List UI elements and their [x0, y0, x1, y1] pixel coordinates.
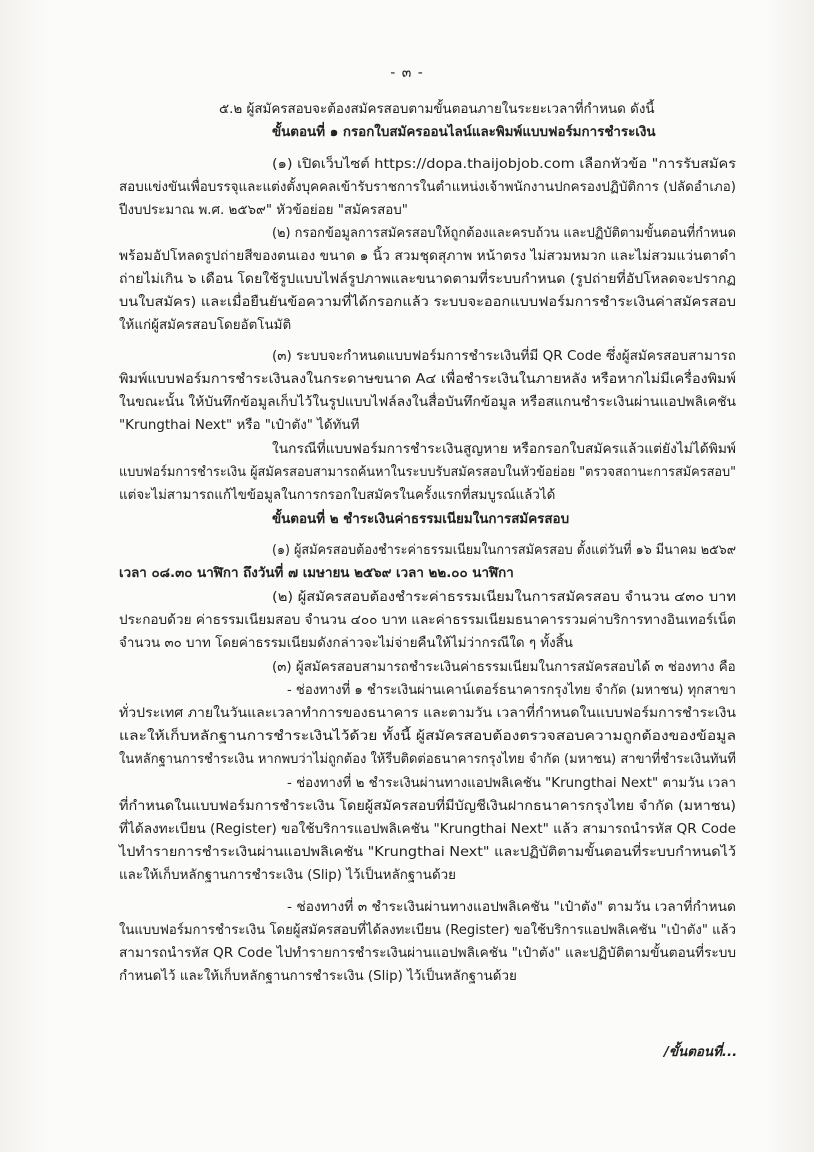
body-line: - ช่องทางที่ ๑ ชำระเงินผ่านเคาน์เตอร์ธนาคารกรุงไทย จำกัด (มหาชน) ทุกสาขา: [287, 683, 736, 698]
body-line: ในขณะนั้น ให้บันทึกข้อมูลเก็บไว้ในรูปแบบไฟล์ลงในสื่อบันทึกข้อมูล หรือสแกนชำระเงินผ่านแอปพลิเคชัน: [119, 395, 736, 410]
body-line: ถ่ายไม่เกิน ๖ เดือน โดยใช้รูปแบบไฟล์รูปภาพและขนาดตามที่ระบบกำหนด (รูปถ่ายที่อัปโหลดจะปรากฏ: [119, 272, 736, 287]
body-line: ไปทำรายการชำระเงินผ่านแอปพลิเคชัน "Krungthai Next" และปฏิบัติตามขั้นตอนที่ระบบกำหนดไว้: [119, 845, 736, 860]
body-line: แบบฟอร์มการชำระเงิน ผู้สมัครสอบสามารถค้นหาในระบบรับสมัครสอบในหัวข้อย่อย "ตรวจสถานะการสมัครสอบ": [119, 465, 736, 480]
body-line: - ช่องทางที่ ๒ ชำระเงินผ่านทางแอปพลิเคชัน "Krungthai Next" ตามวัน เวลา: [287, 776, 736, 791]
body-line: ในแบบฟอร์มการชำระเงิน โดยผู้สมัครสอบที่ได้ลงทะเบียน (Register) ขอใช้บริการแอปพลิเคชัน "เป๋าตัง" แล้ว: [119, 923, 736, 938]
page-number: - ๓ -: [390, 65, 424, 81]
body-line: บนใบสมัคร) และเมื่อยืนยันข้อความที่ได้กรอกแล้ว ระบบจะออกแบบฟอร์มการชำระเงินค่าสมัครสอบ: [119, 295, 736, 310]
body-line: (๓) ระบบจะกำหนดแบบฟอร์มการชำระเงินที่มี QR Code ซึ่งผู้สมัครสอบสามารถ: [272, 349, 736, 364]
body-line: จำนวน ๓๐ บาท โดยค่าธรรมเนียมดังกล่าวจะไม่จ่ายคืนให้ไม่ว่ากรณีใด ๆ ทั้งสิ้น: [119, 636, 573, 651]
body-line: และให้เก็บหลักฐานการชำระเงินไว้ด้วย ทั้งนี้ ผู้สมัครสอบต้องตรวจสอบความถูกต้องของข้อมูล: [119, 729, 736, 744]
body-line: (๑) เปิดเว็บไซต์ https://dopa.thaijobjob.com เลือกหัวข้อ "การรับสมัคร: [272, 157, 736, 172]
body-line: สอบแข่งขันเพื่อบรรจุและแต่งตั้งบุคคลเข้ารับราชการในตำแหน่งเจ้าพนักงานปกครองปฏิบัติการ (ปลัดอำเภอ): [119, 180, 736, 195]
body-line: - ช่องทางที่ ๓ ชำระเงินผ่านทางแอปพลิเคชัน "เป๋าตัง" ตามวัน เวลาที่กำหนด: [287, 900, 736, 915]
body-line: ในหลักฐานการชำระเงิน หากพบว่าไม่ถูกต้อง ให้รีบติดต่อธนาคารกรุงไทย จำกัด (มหาชน) สาขาที่ชำระเงินทันที: [119, 752, 736, 767]
body-line: ที่กำหนดในแบบฟอร์มการชำระเงิน โดยผู้สมัครสอบที่มีบัญชีเงินฝากธนาคารกรุงไทย จำกัด (มหาชน): [119, 799, 736, 814]
body-line: (๒) ผู้สมัครสอบต้องชำระค่าธรรมเนียมในการสมัครสอบ จำนวน ๔๓๐ บาท: [272, 590, 736, 605]
body-line: ให้แก่ผู้สมัครสอบโดยอัตโนมัติ: [119, 318, 292, 333]
body-line: และให้เก็บหลักฐานการชำระเงิน (Slip) ไว้เป็นหลักฐานด้วย: [119, 868, 457, 883]
body-line: (๓) ผู้สมัครสอบสามารถชำระเงินค่าธรรมเนียมในการสมัครสอบได้ ๓ ช่องทาง คือ: [272, 660, 736, 675]
body-line: "Krungthai Next" หรือ "เป๋าตัง" ได้ทันที: [119, 418, 360, 433]
body-line: เวลา ๐๘.๓๐ นาฬิกา ถึงวันที่ ๗ เมษายน ๒๕๖๙ เวลา ๒๒.๐๐ นาฬิกา: [119, 566, 514, 581]
body-line: ขั้นตอนที่ ๑ กรอกใบสมัครออนไลน์และพิมพ์แบบฟอร์มการชำระเงิน: [272, 125, 656, 140]
body-line: ทั่วประเทศ ภายในวันและเวลาทำการของธนาคาร และตามวัน เวลาที่กำหนดในแบบฟอร์มการชำระเงิน: [119, 706, 736, 721]
continuation-note: /ขั้นตอนที่...: [664, 1045, 738, 1060]
body-line: (๑) ผู้สมัครสอบต้องชำระค่าธรรมเนียมในการสมัครสอบ ตั้งแต่วันที่ ๑๖ มีนาคม ๒๕๖๙: [272, 543, 736, 558]
body-line: สามารถนำรหัส QR Code ไปทำรายการชำระเงินผ่านแอปพลิเคชัน "เป๋าตัง" และปฏิบัติตามขั้นตอนที่ระบบ: [119, 946, 736, 961]
body-line: ในกรณีที่แบบฟอร์มการชำระเงินสูญหาย หรือกรอกใบสมัครแล้วแต่ยังไม่ได้พิมพ์: [272, 442, 736, 457]
body-line: ๕.๒ ผู้สมัครสอบจะต้องสมัครสอบตามขั้นตอนภายในระยะเวลาที่กำหนด ดังนี้: [219, 102, 655, 117]
body-line: ที่ได้ลงทะเบียน (Register) ขอใช้บริการแอปพลิเคชัน "Krungthai Next" แล้ว สามารถนำรหัส QR Code: [119, 822, 737, 837]
body-line: ประกอบด้วย ค่าธรรมเนียมสอบ จำนวน ๔๐๐ บาท และค่าธรรมเนียมธนาคารรวมค่าบริการทางอินเทอร์เน็ต: [119, 613, 736, 628]
body-line: กำหนดไว้ และให้เก็บหลักฐานการชำระเงิน (Slip) ไว้เป็นหลักฐานด้วย: [119, 969, 517, 984]
body-line: พร้อมอัปโหลดรูปถ่ายสีของตนเอง ขนาด ๑ นิ้ว สวมชุดสุภาพ หน้าตรง ไม่สวมหมวก และไม่สวมแว่นตาดำ: [119, 249, 736, 264]
body-line: ปีงบประมาณ พ.ศ. ๒๕๖๙" หัวข้อย่อย "สมัครสอบ": [119, 203, 408, 218]
body-line: พิมพ์แบบฟอร์มการชำระเงินลงในกระดาษขนาด A๔ เพื่อชำระเงินในภายหลัง หรือหากไม่มีเครื่องพิมพ์: [119, 372, 736, 387]
body-line: แต่จะไม่สามารถแก้ไขข้อมูลในการกรอกใบสมัครในครั้งแรกที่สมบูรณ์แล้วได้: [119, 488, 556, 503]
body-line: (๒) กรอกข้อมูลการสมัครสอบให้ถูกต้องและครบถ้วน และปฏิบัติตามขั้นตอนที่กำหนด: [272, 226, 736, 241]
body-line: ขั้นตอนที่ ๒ ชำระเงินค่าธรรมเนียมในการสมัครสอบ: [272, 512, 570, 527]
